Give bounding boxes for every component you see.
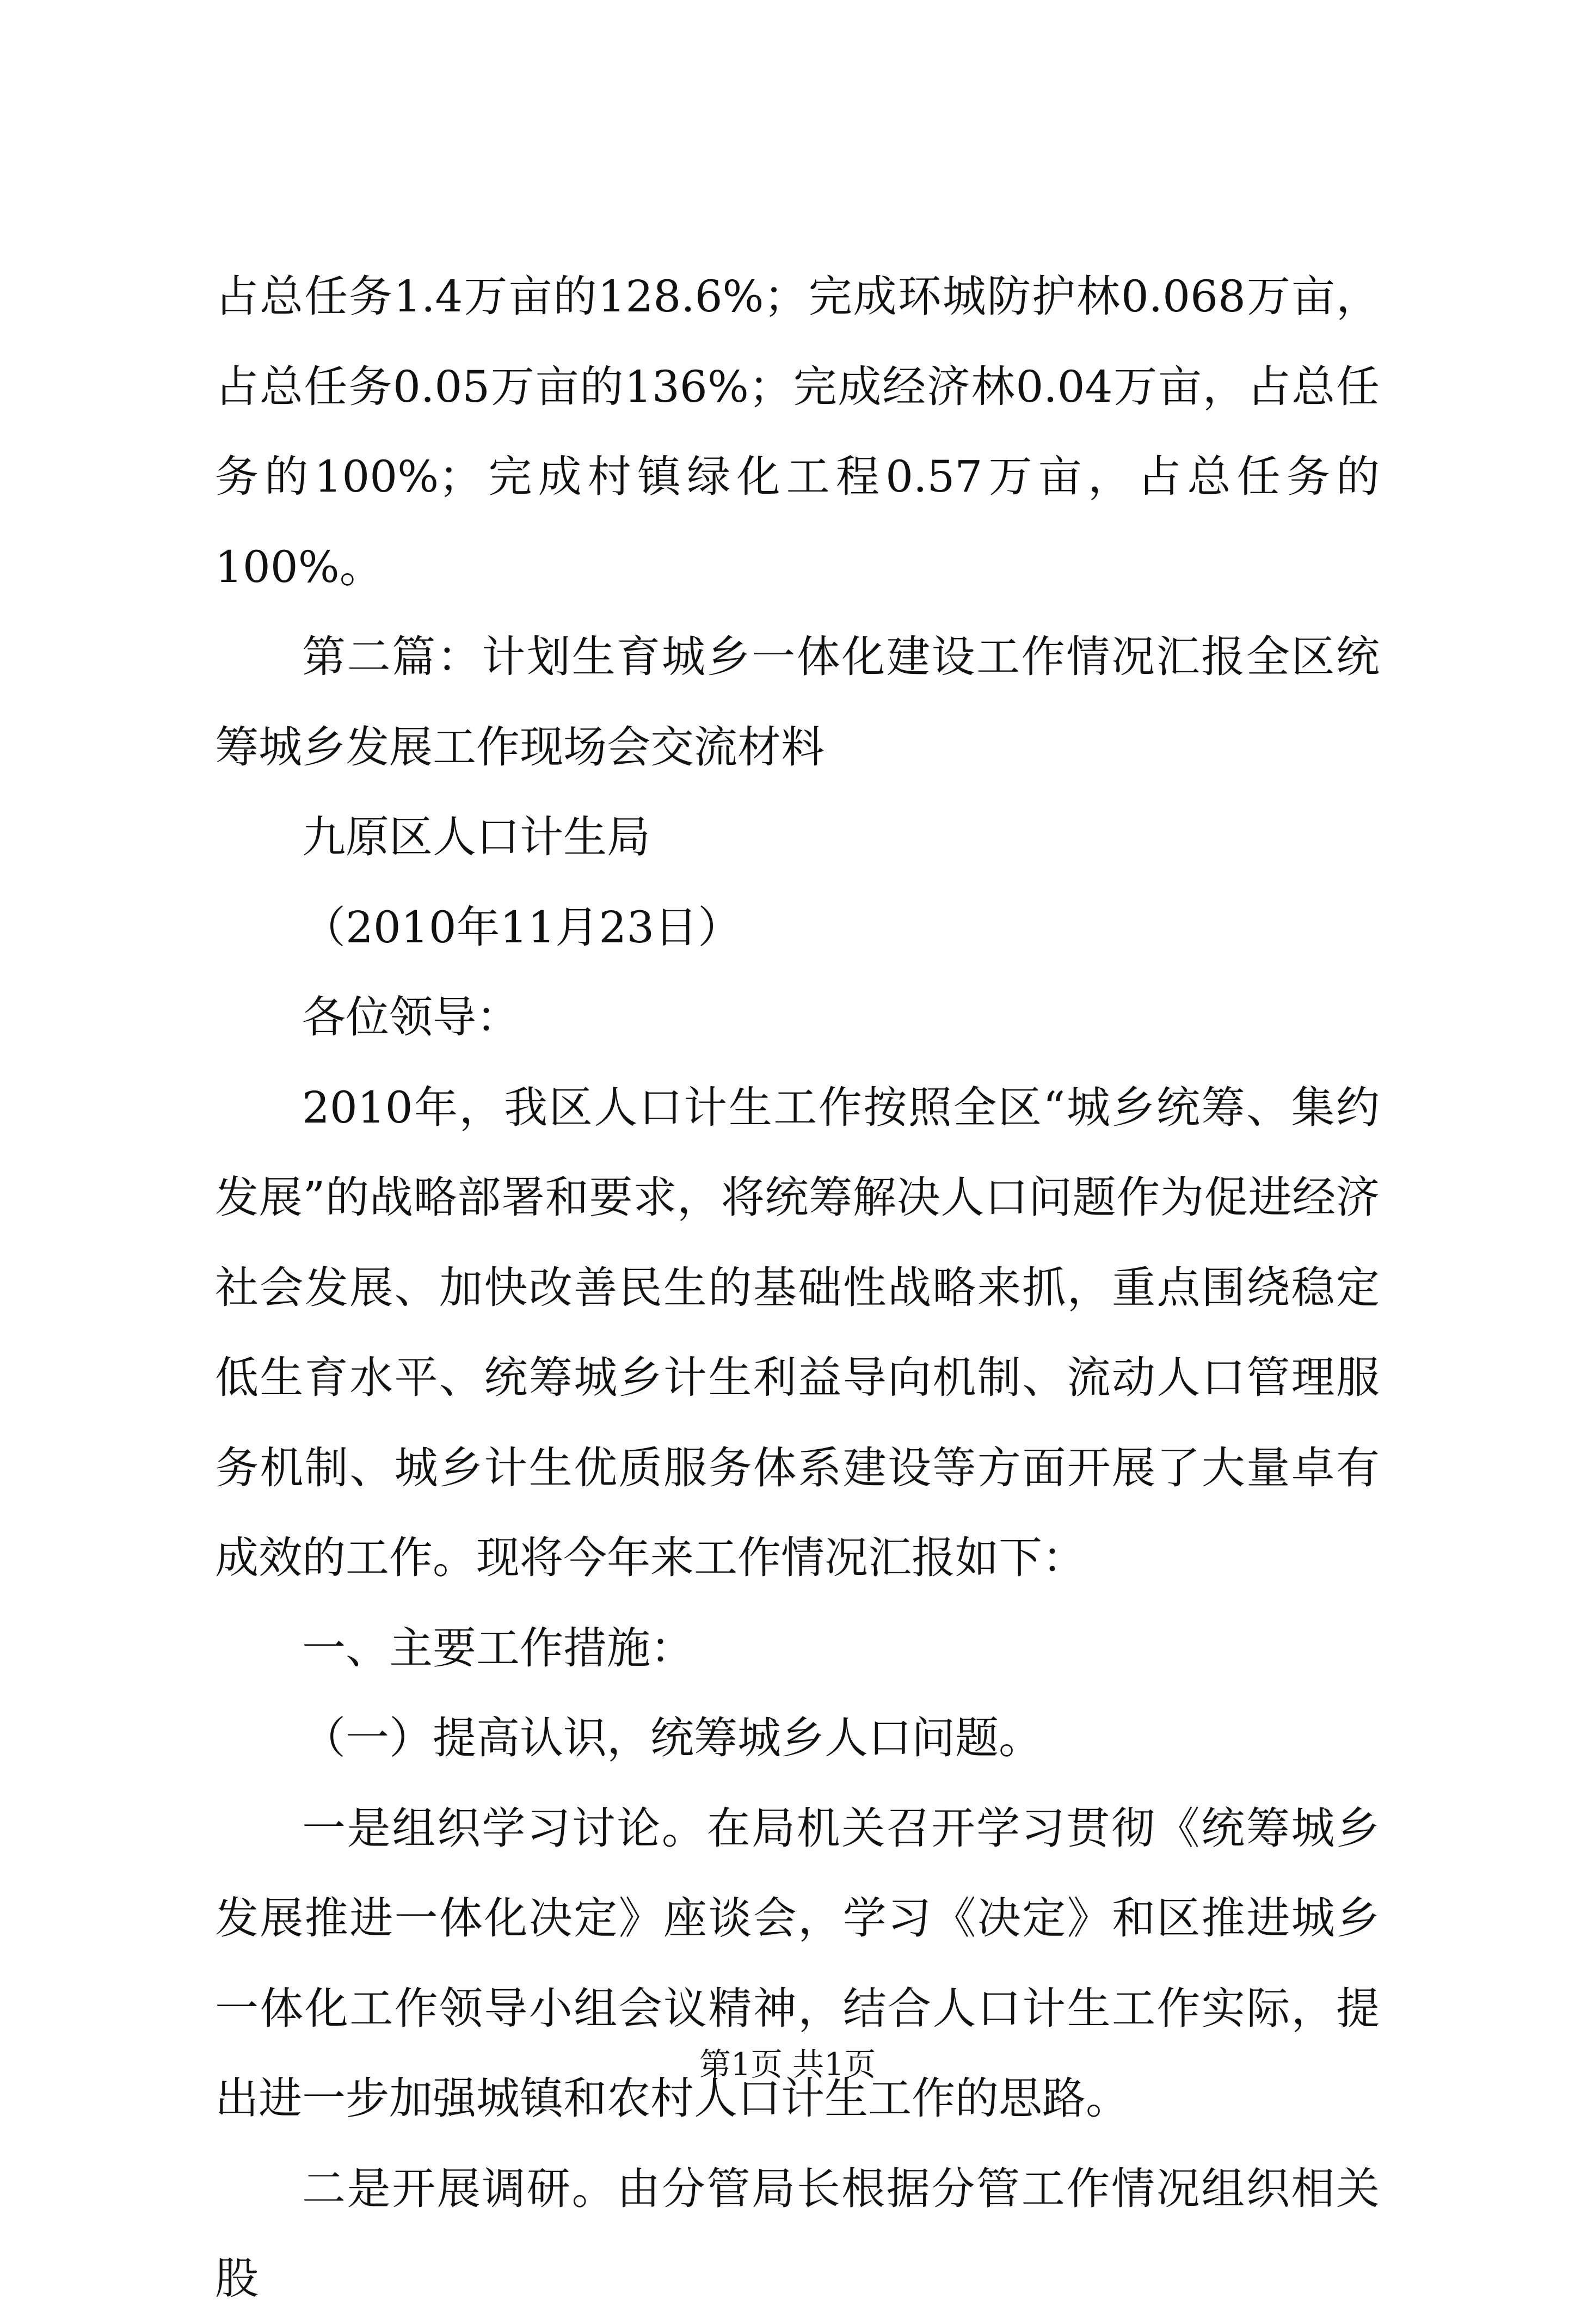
page-number: 第1页 共1页 xyxy=(699,2046,876,2083)
paragraph-8: （一）提高认识，统筹城乡人口问题。 xyxy=(302,1713,1042,1763)
paragraph-4: （2010年11月23日） xyxy=(302,902,742,953)
paragraph-10: 二是开展调研。由分管局长根据分管工作情况组织相关股 xyxy=(215,2163,1380,2304)
paragraph-7: 一、主要工作措施： xyxy=(302,1622,694,1673)
paragraph-1: 占总任务1.4万亩的128.6%；完成环城防护林0.068万亩，占总任务0.05万亩的136%；完成经济林0.04万亩，占总任务的100%；完成村镇绿化工程0.57万亩，占总任务的100%。 xyxy=(215,271,1380,592)
paragraph-6: 2010年，我区人口计生工作按照全区“城乡统筹、集约发展”的战略部署和要求，将统筹解决人口问题作为促进经济社会发展、加快改善民生的基础性战略来抓，重点围绕稳定低生育水平、统筹城乡计生利益导向机制、流动人口管理服务机制、城乡计生优质服务体系建设等方面开展了大量卓有成效的工作。现将今年来工作情况汇报如下： xyxy=(215,1082,1380,1583)
paragraph-5: 各位领导： xyxy=(302,992,520,1043)
page-footer xyxy=(0,2043,1575,2086)
paragraph-3: 九原区人口计生局 xyxy=(302,812,650,862)
paragraph-2: 第二篇：计划生育城乡一体化建设工作情况汇报全区统筹城乡发展工作现场会交流材料 xyxy=(215,631,1380,772)
document-body xyxy=(215,252,1380,2324)
paragraph-9: 一是组织学习讨论。在局机关召开学习贯彻《统筹城乡发展推进一体化决定》座谈会，学习《决定》和区推进城乡一体化工作领导小组会议精神，结合人口计生工作实际，提出进一步加强城镇和农村人口计生工作的思路。 xyxy=(215,1802,1380,2124)
